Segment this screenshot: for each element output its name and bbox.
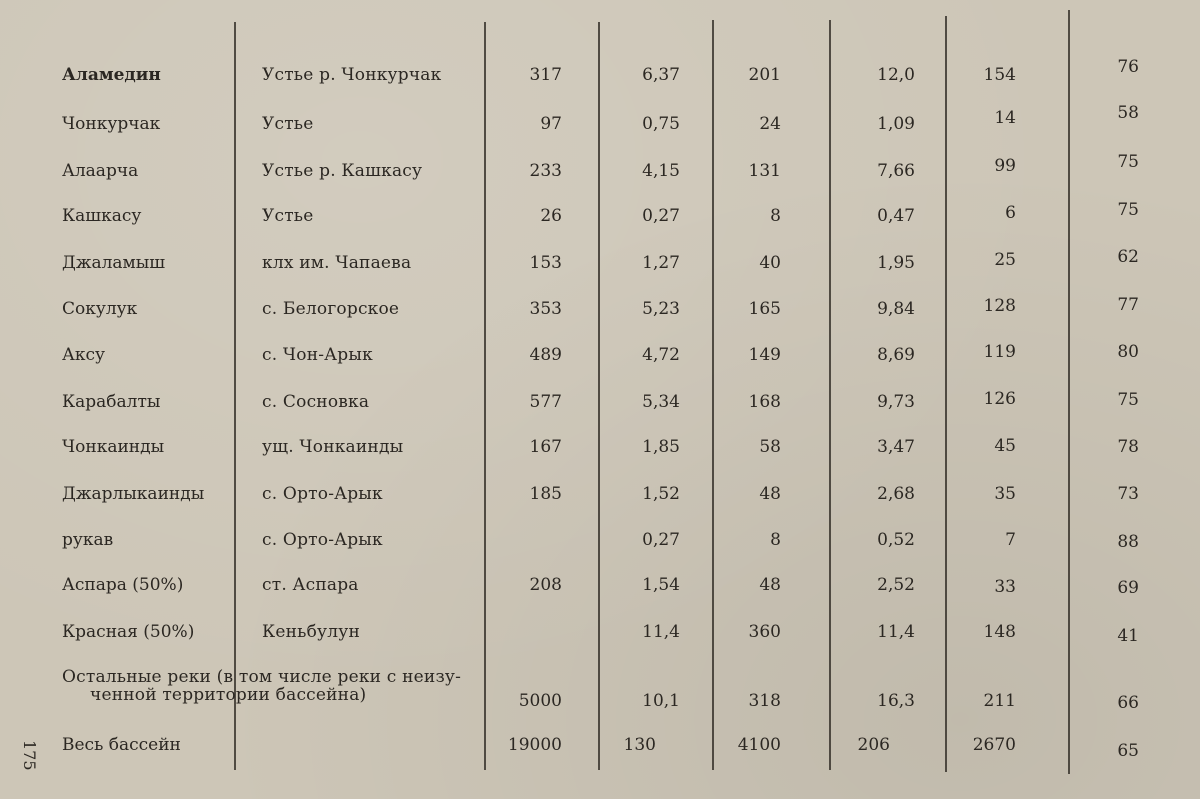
col-2-value: 11,4 [642,622,680,642]
table-row [0,57,1200,90]
river-name: Аламедин [62,65,161,85]
col-5-value: 45 [994,436,1016,456]
table-row [0,103,1200,139]
col-1-value: 489 [529,345,562,365]
col-2-value: 5,34 [642,392,680,412]
col-4-value: 0,47 [877,206,915,226]
col-4-value: 9,84 [877,299,915,319]
station-name: с. Чон-Арык [262,345,373,365]
col-6-value: 88 [1117,532,1139,552]
col-2-value: 1,54 [642,575,680,595]
col-6-value: 58 [1117,103,1139,123]
col-5-value: 126 [983,389,1016,409]
col-5-value: 14 [994,108,1016,128]
col-6-value: 41 [1117,626,1139,646]
col-5-value: 148 [983,622,1016,642]
col-3-value: 40 [759,253,781,273]
col-6-value: 62 [1117,247,1139,267]
col-4-value: 2,52 [877,575,915,595]
col-2-value: 1,27 [642,253,680,273]
table-row [0,248,1200,278]
col-5-value: 119 [983,342,1016,362]
col-4-value: 7,66 [877,161,915,181]
station-name: с. Белогорское [262,299,400,319]
river-name: Джарлыкаинды [62,484,205,504]
col-6-value: 78 [1117,437,1139,457]
table-row [0,294,1200,324]
other-rivers-line-2: ченной территории бассейна) [90,685,367,705]
col-6-value: 75 [1117,152,1139,172]
river-name: Джаламыш [62,253,166,273]
col-3-value: 360 [748,622,781,642]
col-2-value: 10,1 [642,691,680,711]
col-5-value: 33 [994,577,1016,597]
col-5-value: 154 [983,65,1016,85]
station-name: Кеньбулун [262,622,360,642]
river-name: рукав [62,530,114,550]
col-2-value: 130 [623,735,656,755]
river-name: Чонкурчак [62,114,161,134]
river-name: Алаарча [62,161,139,181]
river-name: Чонкаинды [62,437,165,457]
col-4-value: 0,52 [877,530,915,550]
table-row [0,340,1200,370]
table-row-total [0,730,1200,760]
river-name: Аксу [62,345,106,365]
col-1-value: 19000 [507,735,562,755]
col-5-value: 211 [983,691,1016,711]
col-4-value: 206 [857,735,890,755]
col-3-value: 201 [748,65,781,85]
station-name: Устье [262,114,314,134]
river-name: Кашкасу [62,206,142,226]
total-label: Весь бассейн [62,735,181,755]
table-row [0,525,1200,555]
col-3-value: 24 [759,114,781,134]
col-5-value: 99 [994,156,1016,176]
col-1-value: 167 [529,437,562,457]
col-5-value: 128 [983,296,1016,316]
col-6-value: 75 [1117,390,1139,410]
col-3-value: 58 [759,437,781,457]
col-3-value: 168 [748,392,781,412]
station-name: клх им. Чапаева [262,253,412,273]
col-6-value: 75 [1117,200,1139,220]
other-rivers-label [62,668,482,704]
col-3-value: 48 [759,575,781,595]
station-name: с. Орто-Арык [262,484,383,504]
col-4-value: 1,09 [877,114,915,134]
col-4-value: 3,47 [877,437,915,457]
table-row [0,201,1200,231]
col-1-value: 5000 [518,691,562,711]
station-name: ст. Аспара [262,575,359,595]
river-name: Карабалты [62,392,161,412]
col-4-value: 12,0 [877,65,915,85]
col-4-value: 11,4 [877,622,915,642]
col-2-value: 4,15 [642,161,680,181]
river-name: Красная (50%) [62,622,195,642]
col-1-value: 208 [529,575,562,595]
other-rivers-line-1: Остальные реки (в том числе реки с неизу- [62,667,462,687]
table-row [0,387,1200,417]
station-name: с. Орто-Арык [262,530,383,550]
col-3-value: 4100 [737,735,781,755]
table-row-other-rivers [0,664,1200,724]
station-name: Устье р. Кашкасу [262,161,423,181]
col-5-value: 2670 [972,735,1016,755]
table-row [0,432,1200,462]
col-3-value: 8 [770,530,781,550]
col-2-value: 5,23 [642,299,680,319]
col-6-value: 76 [1117,57,1139,77]
table-row [0,152,1200,186]
col-4-value: 16,3 [877,691,915,711]
col-3-value: 318 [748,691,781,711]
col-5-value: 7 [1005,530,1016,550]
col-6-value: 66 [1117,693,1139,713]
table-row [0,479,1200,509]
col-5-value: 35 [994,484,1016,504]
col-1-value: 353 [529,299,562,319]
col-4-value: 9,73 [877,392,915,412]
col-1-value: 577 [529,392,562,412]
col-6-value: 80 [1117,342,1139,362]
col-1-value: 233 [529,161,562,181]
col-2-value: 6,37 [642,65,680,85]
station-name: Устье р. Чонкурчак [262,65,442,85]
col-2-value: 0,27 [642,530,680,550]
station-name: с. Сосновка [262,392,370,412]
river-name: Сокулук [62,299,138,319]
col-1-value: 97 [540,114,562,134]
col-1-value: 153 [529,253,562,273]
col-3-value: 131 [748,161,781,181]
col-1-value: 185 [529,484,562,504]
river-name: Аспара (50%) [62,575,184,595]
station-name: Устье [262,206,314,226]
col-3-value: 165 [748,299,781,319]
col-2-value: 1,85 [642,437,680,457]
col-6-value: 77 [1117,295,1139,315]
col-2-value: 1,52 [642,484,680,504]
col-6-value: 65 [1117,741,1139,761]
col-5-value: 6 [1005,203,1016,223]
table-row [0,570,1200,600]
page-number: 175 [20,740,39,771]
col-3-value: 48 [759,484,781,504]
col-6-value: 69 [1117,578,1139,598]
col-3-value: 149 [748,345,781,365]
col-4-value: 2,68 [877,484,915,504]
col-3-value: 8 [770,206,781,226]
col-1-value: 317 [529,65,562,85]
col-2-value: 4,72 [642,345,680,365]
col-2-value: 0,27 [642,206,680,226]
col-4-value: 1,95 [877,253,915,273]
col-2-value: 0,75 [642,114,680,134]
table-row [0,617,1200,647]
col-1-value: 26 [540,206,562,226]
col-5-value: 25 [994,250,1016,270]
col-4-value: 8,69 [877,345,915,365]
station-name: ущ. Чонкаинды [262,437,404,457]
col-6-value: 73 [1117,484,1139,504]
